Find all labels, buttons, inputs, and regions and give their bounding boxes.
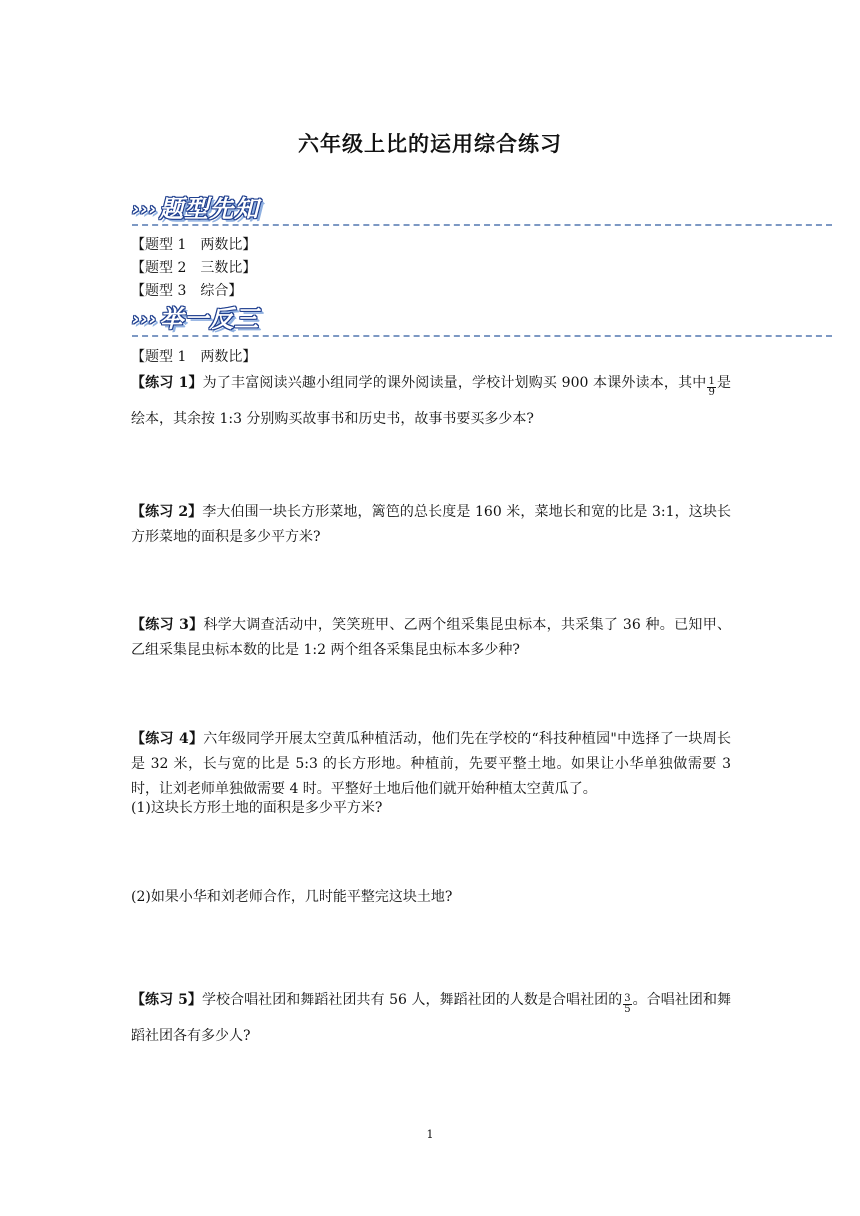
banner-label: 题型先知	[159, 195, 260, 223]
exercise-tag: 【练习 1】	[131, 375, 203, 391]
exercise-text: 李大伯围一块长方形菜地，篱笆的总长度是 160 米，菜地长和宽的比是 3:1，这块长方形菜地的面积是多少平方米?	[131, 504, 731, 545]
page-number: 1	[426, 1128, 434, 1141]
banner-type-overview	[132, 194, 267, 224]
exercise-text: 是绘本，其余按 1:3 分别购买故事书和历史书，故事书要买多少本?	[131, 375, 731, 427]
exercise-tag: 【练习 3】	[131, 617, 204, 633]
exercise-3	[131, 613, 731, 663]
banner-label: 举一反三	[159, 305, 260, 333]
exercise-text: 六年级同学开展太空黄瓜种植活动，他们先在学校的“科技种植园"中选择了一块周长是 32 米，长与宽的比是 5:3 的长方形地。种植前，先要平整土地。如果让小华单独做需要 3 时，让刘老师单独做需要 4 时。平整好土地后他们就开始种植太空黄瓜了。	[131, 731, 731, 797]
page-title: 六年级上比的运用综合练习	[298, 132, 562, 156]
exercise-1	[131, 365, 731, 437]
fraction-numerator: 1	[708, 376, 715, 387]
section-heading: 【题型 1 两数比】	[131, 349, 257, 365]
dashed-divider	[132, 335, 832, 337]
exercise-text: 。合唱社团和舞蹈社团各有多少人?	[131, 992, 731, 1044]
exercise-text: 学校合唱社团和舞蹈社团共有 56 人，舞蹈社团的人数是合唱社团的	[201, 992, 623, 1008]
dashed-divider	[132, 224, 832, 226]
fraction	[707, 377, 715, 398]
fraction-denominator: 5	[624, 1004, 631, 1015]
exercise-2	[131, 500, 731, 550]
exercise-4-question-2: (2)如果小华和刘老师合作，几时能平整完这块土地?	[131, 889, 453, 905]
exercise-text: 科学大调查活动中，笑笑班甲、乙两个组采集昆虫标本，共采集了 36 种。已知甲、乙组采集昆虫标本数的比是 1:2 两个组各采集昆虫标本多少种?	[131, 617, 731, 658]
exercise-4	[131, 727, 731, 802]
fraction	[623, 994, 631, 1015]
exercise-tag: 【练习 4】	[131, 731, 204, 747]
exercise-tag: 【练习 5】	[131, 992, 202, 1008]
type-list-item-1: 【题型 1 两数比】	[131, 237, 257, 253]
fraction-numerator: 3	[624, 993, 631, 1004]
fraction-denominator: 9	[708, 387, 715, 398]
type-list-item-2: 【题型 2 三数比】	[131, 260, 257, 276]
type-list-item-3: 【题型 3 综合】	[131, 283, 243, 299]
banner-examples	[132, 304, 267, 334]
banner-arrows-icon: ›››	[132, 309, 158, 330]
exercise-4-question-1: (1)这块长方形土地的面积是多少平方米?	[131, 800, 383, 816]
exercise-tag: 【练习 2】	[131, 504, 203, 520]
exercise-5	[131, 982, 731, 1054]
exercise-text: 为了丰富阅读兴趣小组同学的课外阅读量，学校计划购买 900 本课外读本，其中	[202, 375, 707, 391]
banner-arrows-icon: ›››	[132, 199, 158, 220]
